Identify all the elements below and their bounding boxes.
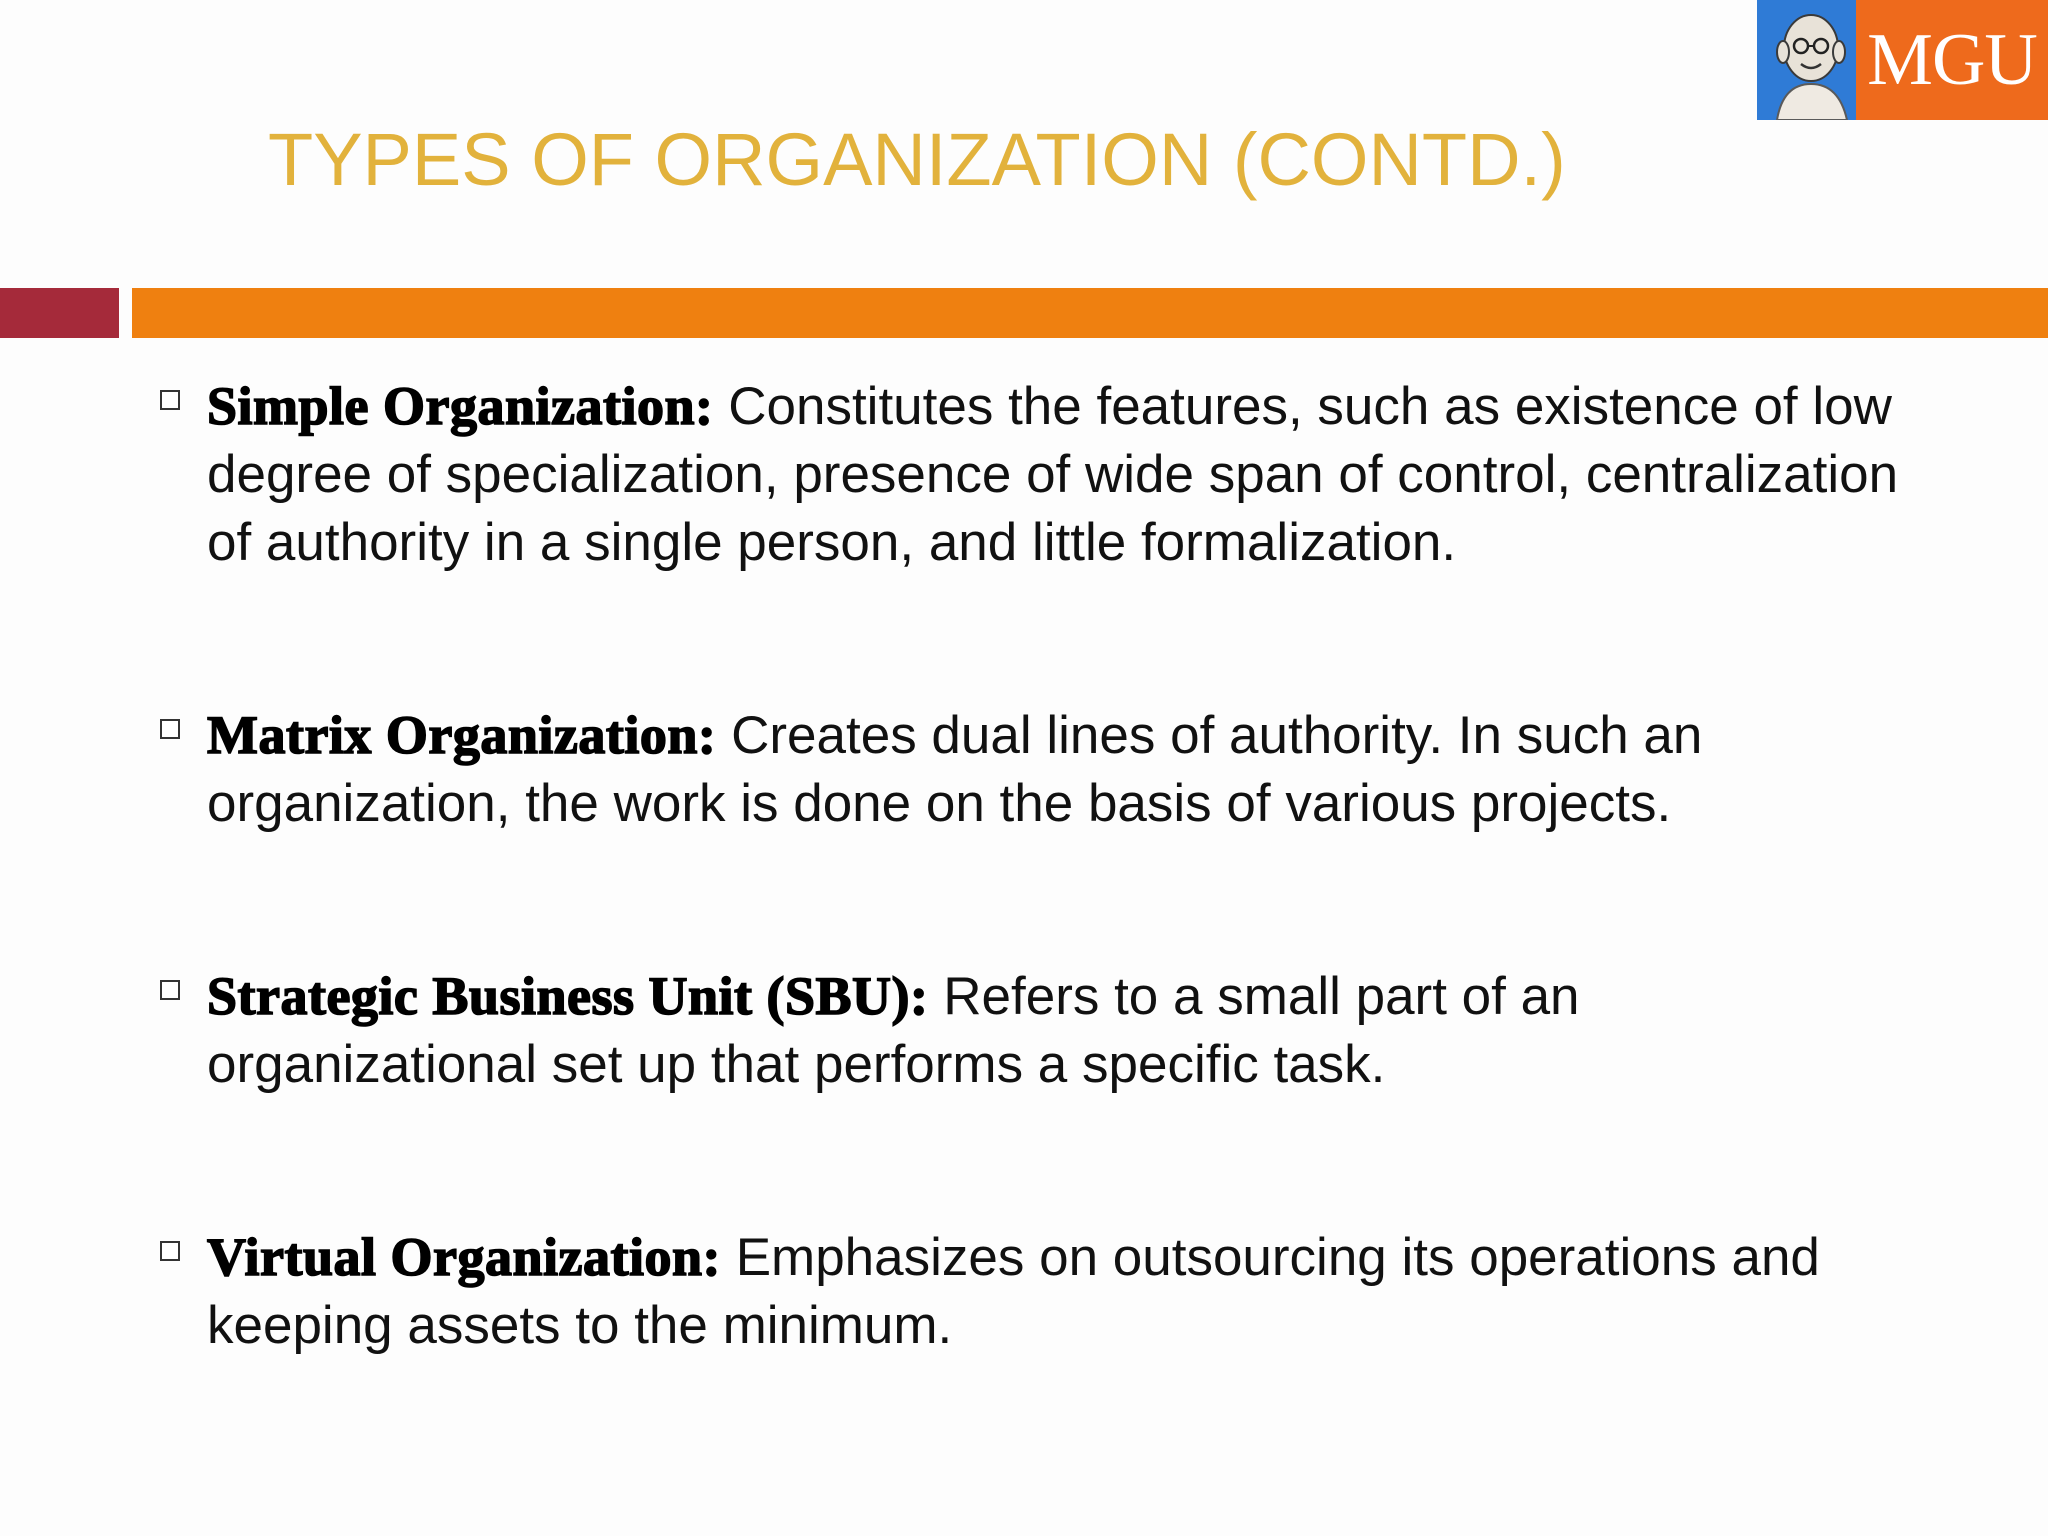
- bullet-term: Virtual Organization:: [207, 1227, 721, 1287]
- bullet-text: Refers to a small part of an organizational set up that performs a specific task.: [207, 967, 1580, 1094]
- square-bullet-icon: [160, 390, 180, 410]
- bullet-text: Creates dual lines of authority. In such an organization, the work is done on the basis of various projects.: [207, 706, 1703, 833]
- portrait-illustration: [1757, 0, 1856, 120]
- accent-bar-right: [132, 288, 2048, 338]
- accent-bar-left: [0, 288, 119, 338]
- logo-wordmark: MGU: [1856, 0, 2048, 120]
- square-bullet-icon: [160, 1241, 180, 1261]
- bullet-list: [160, 372, 1920, 1360]
- bullet-item: [160, 701, 1920, 838]
- bullet-text: Constitutes the features, such as existence of low degree of specialization, presence of wide span of control, centralization of authority in a single person, and little formalization.: [207, 377, 1899, 572]
- bullet-item: [160, 1223, 1920, 1360]
- bullet-term: Simple Organization:: [207, 376, 714, 436]
- bullet-text: Emphasizes on outsourcing its operations and keeping assets to the minimum.: [207, 1228, 1820, 1355]
- mgu-logo: [1757, 0, 2048, 120]
- bullet-item: [160, 372, 1920, 577]
- slide-title: TYPES OF ORGANIZATION (CONTD.): [268, 118, 1566, 201]
- bullet-item: [160, 962, 1920, 1099]
- bullet-term: Matrix Organization:: [207, 705, 717, 765]
- portrait-icon: [1757, 0, 1856, 120]
- square-bullet-icon: [160, 719, 180, 739]
- square-bullet-icon: [160, 980, 180, 1000]
- bullet-term: Strategic Business Unit (SBU):: [207, 966, 929, 1026]
